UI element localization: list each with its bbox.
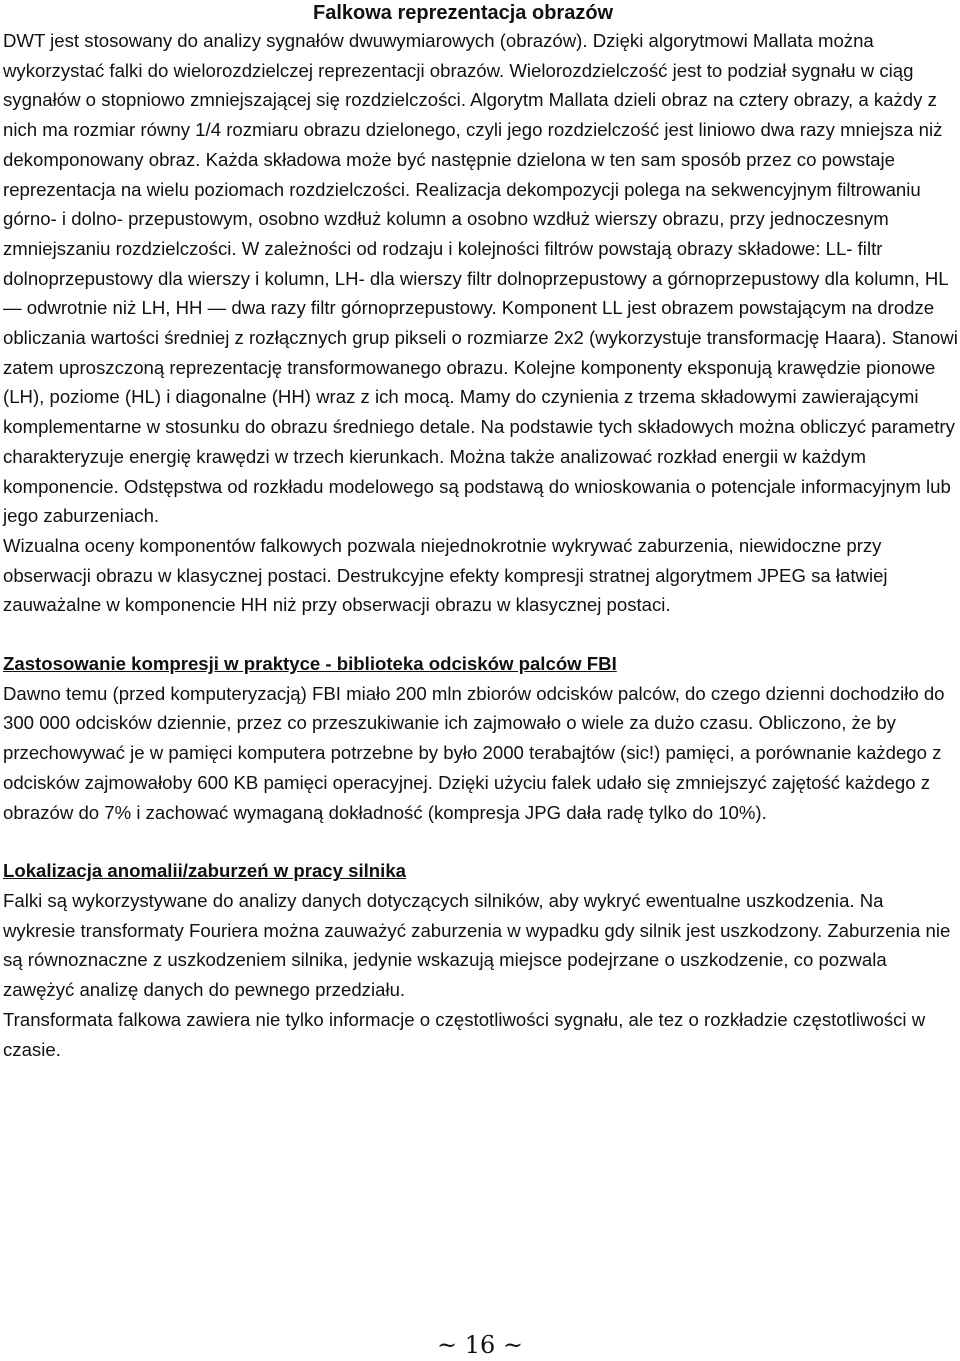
section-title-engine: Lokalizacja anomalii/zaburzeń w pracy silnika <box>3 860 407 882</box>
section-engine <box>3 856 958 1064</box>
intro-paragraph-2: Wizualna oceny komponentów falkowych pozwala niejednokrotnie wykrywać zaburzenia, niewidoczne przy obserwacji obrazu w klasycznej postaci. Destrukcyjne efekty kompresji stratnej algorytmem JPEG sa łatwiej zauważalne w komponencie HH niż przy obserwacji obrazu w klasycznej postaci. <box>3 534 888 616</box>
section-fbi-paragraph: Dawno temu (przed komputeryzacją) FBI miało 200 mln zbiorów odcisków palców, do czego dzienni dochodziło do 300 000 odcisków dziennie, przez co przeszukiwanie ich zajmowało o wiele za dużo czasu. Obliczono, że by przechowywać je w pamięci komputera potrzebne by było 2000 terabajtów (sic!) pamięci, a porównanie każdego z odcisków zajmowałoby 600 KB pamięci operacyjnej. Dzięki użyciu falek udało się zmniejszyć zajętość każdego z obrazów do 7% i zachować wymaganą dokładność (kompresja JPG dała radę tylko do 10%). <box>3 682 945 823</box>
document-page <box>3 0 958 1064</box>
section-fbi <box>3 649 958 827</box>
page-title: Falkowa reprezentacja obrazów <box>313 2 614 24</box>
section-engine-paragraph-1: Falki są wykorzystywane do analizy danych dotyczących silników, aby wykryć ewentualne uszkodzenia. Na wykresie transformaty Fouriera można zauważyć zaburzenia w wypadku gdy silnik jest uszkodzony. Zaburzenia nie są równoznaczne z uszkodzeniem silnika, jedynie wskazują miejsce podejrzane o uszkodzenie, co pozwala zawężyć analizę danych do pewnego przedziału. <box>3 889 951 1001</box>
page-number: ~ 16 ~ <box>436 1331 523 1359</box>
section-engine-paragraph-2: Transformata falkowa zawiera nie tylko informacje o częstotliwości sygnału, ale tez o rozkładzie częstotliwości w czasie. <box>3 1008 926 1060</box>
intro-paragraph-1: DWT jest stosowany do analizy sygnałów dwuwymiarowych (obrazów). Dzięki algorytmowi Mallata można wykorzystać falki do wielorozdzielczej reprezentacji obrazów. Wielorozdzielczość jest to podział sygnału w ciąg sygnałów o stopniowo zmniejszającej się rozdzielczości. Algorytm Mallata dzieli obraz na cztery obrazy, a każdy z nich ma rozmiar równy 1/4 rozmiaru obrazu dzielonego, czyli jego rozdzielczość jest liniowo dwa razy mniejsza niż dekomponowany obraz. Każda składowa może być następnie dzielona w ten sam sposób przez co powstaje reprezentacja na wielu poziomach rozdzielczości. Realizacja dekompozycji polega na sekwencyjnym filtrowaniu górno- i dolno- przepustowym, osobno wzdłuż kolumn a osobno wzdłuż wierszy obrazu, przy jednoczesnym zmniejszaniu rozdzielczości. W zależności od rodzaju i kolejności filtrów powstają obrazy składowe: LL- filtr dolnoprzepustowy dla wierszy i kolumn, LH- dla wierszy filtr dolnoprzepustowy a górnoprzepustowy dla kolumn, HL — odwrotnie niż LH, HH — dwa razy filtr górnoprzepustowy. Komponent LL jest obrazem powstającym na drodze obliczania wartości średniej z rozłącznych grup pikseli o rozmiarze 2x2 (wykorzystuje transformację Haara). Stanowi zatem uproszczoną reprezentację transformowanego obrazu. Kolejne komponenty eksponują krawędzie pionowe (LH), poziome (HL) i diagonalne (HH) wraz z ich mocą. Mamy do czynienia z trzema składowymi zawierającymi komplementarne w stosunku do obrazu średniego detale. Na podstawie tych składowych można obliczyć parametry charakteryzuje energię krawędzi w trzech kierunkach. Można także analizować rozkład energii w każdym komponencie. Odstępstwa od rozkładu modelowego są podstawą do wnioskowania o potencjale informacyjnym lub jego zaburzeniach. <box>3 30 958 527</box>
section-title-fbi: Zastosowanie kompresji w praktyce - biblioteka odcisków palców FBI <box>3 653 617 675</box>
